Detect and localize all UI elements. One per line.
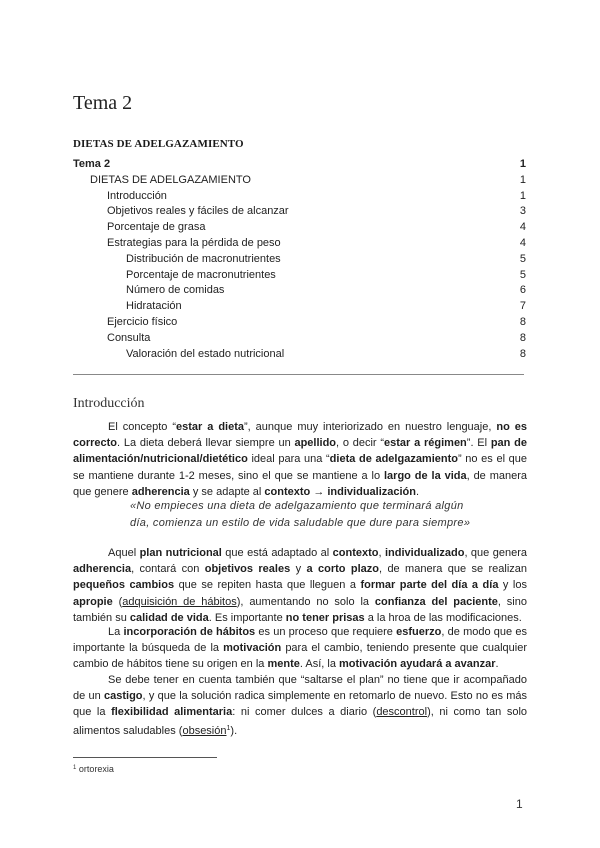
toc-entry-label: Introducción [107,189,167,202]
paragraph-2 [73,545,527,626]
text-run: y [290,563,307,576]
bold-term: no es correcto [73,421,528,450]
footnote [73,764,114,774]
toc-entry[interactable] [73,252,526,268]
footnote-ref: 1 [226,724,231,732]
table-of-contents [73,157,526,362]
text-run: , de manera que genere [73,469,527,498]
bold-term: pan de alimentación/nutricional/dietético [73,437,527,466]
footnote-text: ortorexia [78,764,114,774]
text-run: ” no es el que se mantiene durante 1-2 meses, sino el que se mantiene a lo [73,453,528,482]
toc-entry[interactable] [73,189,526,205]
toc-entry[interactable] [73,204,526,220]
bold-term: calidad de vida [129,611,209,624]
bold-term: estar a régimen [384,437,467,450]
bold-term: apellido [294,437,337,450]
text-run: ”, aunque muy interiorizado en nuestro lenguaje, [244,421,497,433]
text-run: . La dieta deberá llevar siempre un [117,437,295,450]
text-run: , y que la solución radica simplemente en retomarlo de nuevo. Esto no es más que la [73,690,527,719]
bold-term: formar parte del día a día [360,579,499,592]
toc-entry-page: 6 [519,284,526,297]
text-run: que se repiten hasta que lleguen a [174,579,361,592]
bold-term: pequeños cambios [73,579,175,592]
paragraph-text [73,545,527,626]
paragraph-4 [73,672,527,739]
bold-term: plan nutricional [139,547,222,559]
text-run: : ni comer dulces a diario ( [232,706,377,719]
text-run: para el cambio, teniendo presente que cualquier cambio de hábitos tiene su origen en la [73,642,527,671]
toc-entry-page: 4 [519,221,526,234]
bold-term: no tener prisas [285,611,365,624]
text-run: ), aumentando no solo la [236,595,375,608]
document-heading: DIETAS DE ADELGAZAMIENTO [73,138,244,150]
toc-entry-page: 7 [519,300,526,313]
bold-term: castigo [104,690,143,703]
text-run: Se debe tener en cuenta también que “saltarse el plan” no tiene que ir acompañado de un [73,674,527,703]
bold-term: apropie [73,595,113,608]
bold-term: motivación ayudará a avanzar [339,658,496,671]
text-run: , [378,547,385,559]
toc-entry-page: 1 [519,173,526,186]
bold-term: incorporación de hábitos [123,626,256,638]
text-run: ( [112,595,123,608]
paragraph-1 [73,419,527,500]
toc-entry-label: Consulta [107,331,151,344]
bold-term: individualizado [384,547,465,559]
toc-entry[interactable] [73,220,526,236]
text-run: Aquel [108,547,140,559]
paragraph-text [73,419,527,500]
toc-entry-page: 8 [519,347,526,360]
bold-term: objetivos reales [204,563,291,576]
toc-entry-page: 8 [519,331,526,344]
toc-entry-label: Estrategias para la pérdida de peso [107,236,281,249]
toc-entry-label: Número de comidas [126,284,225,297]
text-run: , de manera que se realizan [379,563,527,576]
text-run: es un proceso que requiere [255,626,397,638]
text-run: . [416,485,420,498]
toc-entry[interactable] [73,347,526,363]
bold-term: confianza del paciente [374,595,498,608]
bold-term: a corto plazo [306,563,379,576]
text-run: . Así, la [299,658,340,671]
text-run: El concepto “ [108,421,176,433]
toc-entry-label: Ejercicio físico [107,315,178,328]
toc-entry[interactable] [73,299,526,315]
bold-term: estar a dieta [176,421,244,433]
bold-term: mente [267,658,300,671]
bold-term: contexto [332,547,379,559]
toc-entry[interactable] [73,315,526,331]
text-run: . [495,658,499,671]
footnote-divider [73,757,217,758]
toc-entry-page: 8 [519,315,526,328]
bold-term: adherencia [131,485,190,498]
page-number: 1 [516,797,523,811]
bold-term: esfuerzo [396,626,442,638]
bold-term: largo de la vida [383,469,467,482]
toc-entry-label: Objetivos reales y fáciles de alcanzar [107,205,289,218]
text-run: ideal para una “ [247,453,330,466]
underlined-term: adquisición de hábitos [122,595,237,608]
text-run: La [108,626,124,638]
text-run: a la hroa de las modificaciones. [364,611,522,624]
bold-term: adherencia [73,563,132,576]
text-run: ). [230,724,238,737]
underlined-term: descontrol [376,706,428,719]
underlined-term: obsesión [182,724,227,737]
paragraph-text [73,672,527,739]
toc-entry[interactable] [73,157,526,173]
bold-term: contexto → individualización [264,485,416,498]
toc-entry-label: Porcentaje de grasa [107,221,206,234]
text-run: ), ni como tan solo alimentos saludables ( [73,706,528,737]
text-run: , contará con [131,563,205,576]
bold-term: dieta de adelgazamiento [329,453,458,466]
bold-term: flexibilidad alimentaria [111,706,233,719]
text-run: , que genera [464,547,527,559]
text-run: , o decir “ [336,437,385,450]
bold-term: motivación [223,642,282,655]
toc-entry[interactable] [73,283,526,299]
toc-entry-label: Distribución de macronutrientes [126,252,281,265]
section-heading-introduccion: Introducción [73,396,145,411]
text-run: , sino también su [73,595,527,624]
toc-entry-label: Valoración del estado nutricional [126,347,285,360]
page-title: Tema 2 [73,92,133,114]
toc-entry-label: Tema 2 [73,158,111,170]
text-run: , de modo que es importante la búsqueda de la [73,626,527,655]
toc-entry-label: DIETAS DE ADELGAZAMIENTO [90,173,251,186]
toc-entry[interactable] [73,173,526,189]
toc-entry-page: 1 [519,158,526,170]
text-run: y los [498,579,527,592]
toc-divider [73,374,524,375]
toc-entry-page: 5 [519,252,526,265]
paragraph-text [73,624,527,673]
toc-entry-page: 1 [519,189,526,202]
paragraph-3 [73,624,527,673]
toc-entry-page: 5 [519,268,526,281]
quote-block: «No empieces una dieta de adelgazamiento que terminará algún día, comienza un estilo de vida saludable que dure para siempre» [130,500,471,529]
text-run: . Es importante [208,611,286,624]
toc-entry[interactable] [73,268,526,284]
toc-entry[interactable] [73,236,526,252]
toc-entry-label: Hidratación [126,300,182,313]
text-run: ”. El [466,437,491,450]
footnote-marker: 1 [73,765,77,771]
toc-entry[interactable] [73,331,526,347]
text-run: que está adaptado al [221,547,333,559]
toc-entry-label: Porcentaje de macronutrientes [126,268,276,281]
text-run: y se adapte al [189,485,265,498]
toc-entry-page: 3 [519,205,526,218]
toc-entry-page: 4 [519,236,526,249]
